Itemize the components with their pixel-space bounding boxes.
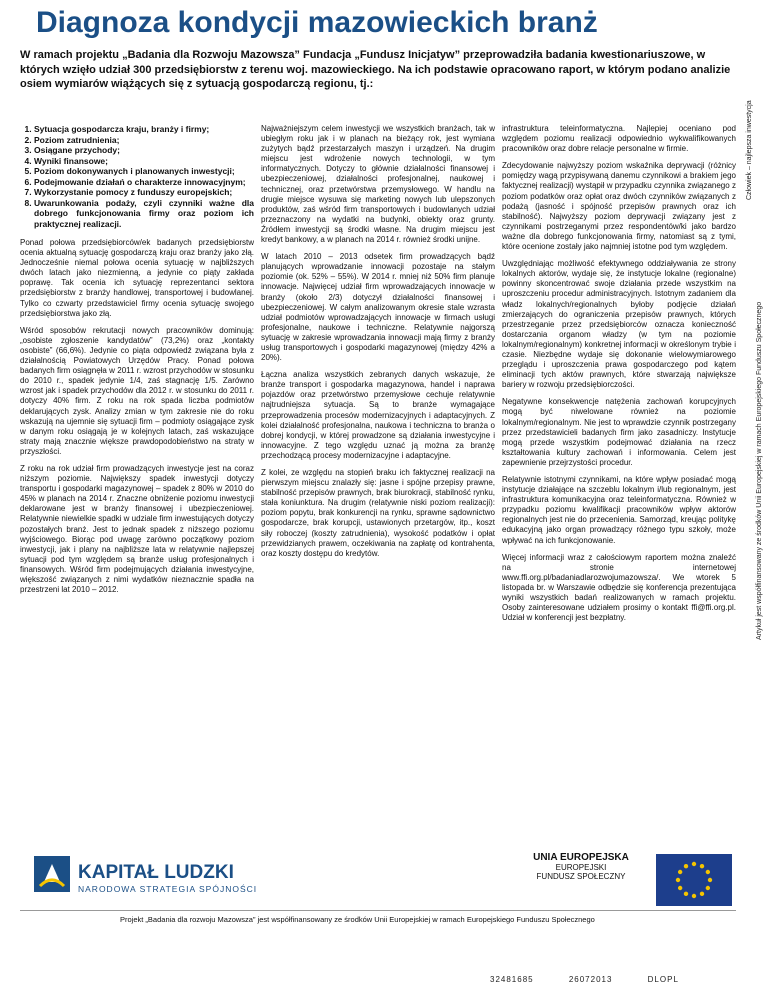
side-text-strip [743, 0, 765, 994]
list-item: 1. Sytuacja gospodarcza kraju, branży i firmy; [34, 124, 254, 135]
eu-star-icon [678, 870, 682, 874]
list-item: 6. Podejmowanie działań o charakterze innowacyjnym; [34, 177, 254, 188]
dimensions-list [20, 124, 254, 229]
eu-star-icon [678, 886, 682, 890]
paragraph: infrastruktura teleinformatyczna. Najlepiej oceniano pod względem poziomu realizacji odpowiednio wykwalifikowanych pracowników oraz dobre relacje personalne w firmie. [502, 124, 736, 154]
paragraph: Wśród sposobów rekrutacji nowych pracowników dominują: „osobiste zgłoszenie kandydatów” (73,2%) oraz „kontakty osobiste” (66,6%). Jedynie co piąta odpowiedź związana była z działalnością Powiatowych Urzędów Pracy. Ponad połowa badanych firm osiągnęła w 2011 r. wzrost przychodów w stosunku do 2010 r., spadek jedynie 1/4, zaś stagnację 1/5. Zarówno wzrost jak i spadek przychodów dla 2012 r. w stosunku do 2011 r. dotyczy 40% firm. Z roku na rok spada liczba podmiotów deklarujących zysk. Analizy zmian w tym zakresie nie do roku wskazują na ujemnie się sytuacji firm – podmioty osiągające zysk w danym roku osiągają je w kolejnych latach, zaś wskazujące straty mają znacznie większe prawdopodobieństwo na straty w przyszłości. [20, 325, 254, 456]
footer-note: Projekt „Badania dla rozwoju Mazowsza” jest współfinansowany ze środków Unii Europejskiej w ramach Europejskiego Funduszu Społecznego [120, 915, 595, 924]
list-item: 8. Uwarunkowania podaży, czyli czynniki ważne dla dobrego funkcjonowania firmy oraz poziom ich praktycznej realizacji. [34, 198, 254, 230]
code: 32481685 [490, 975, 534, 984]
side-funding-note: Artykuł jest współfinansowany ze środków Unii Europejskiej w ramach Europejskiego Funduszu Społecznego [756, 301, 763, 640]
intro-text: W ramach projektu „Badania dla Rozwoju Mazowsza” Fundacja „Fundusz Inicjatyw” przeprowadziła badania kwestionariuszowe, w których wzięło udział 300 przedsiębiorstw z terenu woj. mazowieckiego. Na ich podstawie opracowano raport, w którym podano analizie osiem wymiarów wiążących się z sytuacją gospodarczą regionu, tj.: [20, 49, 731, 90]
page-title: Diagnoza kondycji mazowieckich branż [36, 6, 598, 39]
paragraph: Z kolei, ze względu na stopień braku ich faktycznej realizacji na pierwszym miejscu znalazły się: jasne i spójne przepisy prawne, stabilność przepisów prawnych, brak biurokracji, stabilność rynku, stała koniunktura. Na drugim (relatywnie niski poziom realizacji): poziom popytu, brak konkurencji na rynku, sprawne sądownictwo gospodarcze, brak korupcji, ustawionych przetargów, itp., koszt siły roboczej (koszty zatrudnienia), wysokość podatków i opłat przewidzianych prawem, oczekiwania na zapłatę od kontrahenta, oraz koszty dostępu do kredytów. [261, 468, 495, 558]
eu-star-icon [684, 892, 688, 896]
paragraph: Uwzględniając możliwość efektywnego oddziaływania ze strony lokalnych aktorów, wydaje się, że instytucje lokalne (regionalne) powinny skoncentrować swoje działania przede wszystkim na uproszczeniu procedur administracyjnych. Istotnym zadaniem dla władz lokalnych/regionalnych byłoby podjęcie działań zmierzających do ograniczenia przepisów prawnych, których przestrzeganie przez przedsiębiorców oznacza konieczność dostarczania organom władzy (w tym na poziomie lokalnym/regionalnym) konkretnej informacji w określonym trybie i czasie. Niezbędne wydaje się dokonanie wielowymiarowego przeglądu i uproszczenia prawa gospodarczego pod kątem eliminacji tych aktów prawnych, które stwarzają największe bariery w rozwoju przedsiębiorczości. [502, 259, 736, 390]
paragraph: Łączna analiza wszystkich zebranych danych wskazuje, że branże transport i gospodarka magazynowa, handel i naprawa pojazdów oraz przetwórstwo przemysłowe cechuje relatywnie najtrudniejsza sytuacja. Są to branże wymagające przeprowadzenia procesów modernizacyjnych i adaptacyjnych. Z kolei działalność profesjonalna, naukowa i techniczna to branża o dobrej kondycji, w której prowadzone są działania inwestycyjne i innowacyjne. Z tego względu uznać ją można za branżę przechodzącą procesy modernizacyjne i adaptacyjne. [261, 370, 495, 460]
eu-line-1: UNIA EUROPEJSKA [533, 852, 629, 863]
eu-line-2: EUROPEJSKI [555, 863, 607, 872]
paragraph: W latach 2010 – 2013 odsetek firm prowadzących bądź planujących wprowadzanie innowacji pozostaje na stałym poziomie (ok. 52% – 55%). W 2014 r. mniej niż 50% firm planuje innowacje. Najwięcej udział firm wprowadzających innowacje w branży (około 2/3) dotyczył działalności finansowej i ubezpieczeniowej. W całym analizowanym okresie stale wzrasta udział podmiotów wprowadzających innowacje w firmach usługi profesjonalne, naukowe i techniczne. Relatywnie najgorszą sytuację w zakresie wprowadzania innowacji mają firmy z branży usług transportowych i gospodarki magazynowej (między 42% a 20%). [261, 252, 495, 363]
code: DLOPL [647, 975, 679, 984]
eu-star-icon [708, 878, 712, 882]
kapital-ludzki-logo [34, 852, 294, 902]
eu-star-icon [706, 870, 710, 874]
column-1 [20, 124, 254, 844]
eu-star-icon [676, 878, 680, 882]
column-3 [502, 124, 736, 844]
column-2 [261, 124, 495, 844]
list-item: 5. Poziom dokonywanych i planowanych inwestycji; [34, 166, 254, 177]
list-item: 7. Wykorzystanie pomocy z funduszy europejskich; [34, 187, 254, 198]
eu-text [516, 852, 646, 881]
kl-sub: NARODOWA STRATEGIA SPÓJNOŚCI [78, 884, 258, 894]
eu-star-icon [700, 892, 704, 896]
eu-line-3: FUNDUSZ SPOŁECZNY [536, 872, 626, 881]
list-item: 3. Osiągane przychody; [34, 145, 254, 156]
list-item: 4. Wyniki finansowe; [34, 156, 254, 167]
eu-flag-icon [656, 854, 732, 906]
eu-logo [516, 852, 736, 908]
eu-star-icon [684, 864, 688, 868]
footer-divider [20, 910, 736, 911]
article-columns [20, 124, 736, 844]
paragraph: Ponad połowa przedsiębiorców/ek badanych przedsiębiorstw ocenia aktualną sytuację gospodarczą kraju oraz branży jako złą. Jednocześnie niemal połowa ocenia sytuację w najbliższych dwóch latach jako niezmienną, a jedynie co piąty zakłada poprawę. Tak ocenia ich sytuację reprezentanci sektora przedsiębiorstw z branży handlowej, transportowej i budowlanej. Tylko co czwarty przedstawiciel firmy ocenia sytuację swojego przedsiębiorstwa jako złą. [20, 238, 254, 318]
kl-name: KAPITAŁ LUDZKI [78, 862, 234, 883]
code: 26072013 [568, 975, 613, 984]
paragraph: Z roku na rok udział firm prowadzących inwestycje jest na coraz niższym poziomie. Największy spadek inwestycji dotyczy transportu i gospodarki magazynowej – spadek z 80% w 2010 do 45% w planach na 2014 r. Znaczne obniżenie poziomu inwestycji deklarowane jest w branży finansowej i ubezpieczeniowej. Relatywnie niewielkie spadki w udziale firm inwestujących dotyczy pozostałych branż. Jest to jednak spadek z niższego poziomu wyjściowego. Biorąc pod uwagę zarówno początkowy poziom inwestycji, jak i plany na najbliższe lata w relatywnie najlepszej sytuacji pod tym względem są branże usług profesjonalnych i finansowych. Wśród firm podejmujących działania inwestycyjne, większość związanych z nimi wydatków nieznacznie spadła na przestrzeni lat 2010 – 2012. [20, 463, 254, 595]
eu-star-icon [692, 862, 696, 866]
eu-star-icon [706, 886, 710, 890]
list-item: 2. Poziom zatrudnienia; [34, 135, 254, 146]
paragraph: Negatywne konsekwencje natężenia zachowań korupcyjnych mogą być niwelowane również na poziomie lokalnym/regionalnym. Nie jest to wprawdzie czynnik postrzegany przez przedstawicieli badanych firm jako zasadniczy. Instytucje mogą przede wszystkim podejmować działania na rzecz kształtowania kultury zachowań i informowania. Celem jest zapewnienie przejrzystości procedur. [502, 397, 736, 467]
eu-star-icon [700, 864, 704, 868]
eu-star-icon [692, 894, 696, 898]
paragraph: Więcej informacji wraz z całościowym raportem można znaleźć na stronie internetowej www.ffi.org.pl/badaniadlarozwojumazowsza/. We wtorek 5 listopada br. w Warszawie odbędzie się konferencja prezentująca wyniki wszystkich badań realizowanych w ramach projektu. Osoby zainteresowane udziałem prosimy o kontakt ffi@ffi.org.pl. Udział w konferencji jest bezpłatny. [502, 552, 736, 623]
side-slogan: Człowiek – najlepsza inwestycja [746, 100, 753, 200]
print-codes [490, 975, 711, 984]
paragraph: Najważniejszym celem inwestycji we wszystkich branżach, tak w ubiegłym roku jak i w planach na bieżący rok, jest wymiana zużytych bądź przestarzałych maszyn i urządzeń. Na drugim miejscu jest wdrożenie nowych technologii, w tym informatycznych. Dotyczy to głównie działalności finansowej i ubezpieczeniowej, działalności profesjonalnej, naukowej i technicznej, oraz przetwórstwa przemysłowego. W handlu na drugie miejsce wysuwa się marketing nowych lub ulepszonych produktów, zaś wśród firm transportowych i budowlanych udział przeznaczony na wydatki na budynki, obiekty oraz grunty. Źródłem inwestycji są środki własne. Na drugim miejscu jest kredyt bankowy, a w planach na 2014 r. również środki unijne. [261, 124, 495, 245]
paragraph: Zdecydowanie najwyższy poziom wskaźnika deprywacji (różnicy pomiędzy wagą przypisywaną danemu czynnikowi a brakiem jego faktycznej realizacji) wystąpił w przypadku czynnika związanego z poziom podatków oraz opłat oraz dwóch czynników związanych z podażą (jasność i spójność przepisów prawnych oraz ich stabilność). Najwyższy poziom deprywacji związany jest z czynnikami postrzeganymi przez respondentów/ki jako bardzo ważne dla dobrego funkcjonowania firmy, natomiast są z tymi, które ocenione zostały jako najmniej istotne pod tym względem. [502, 161, 736, 252]
paragraph: Relatywnie istotnymi czynnikami, na które wpływ posiadać mogą instytucje działające na szczeblu lokalnym i/lub regionalnym, jest infrastruktura komunikacyjna oraz teleinformatyczna. Również w przypadku poziomu kwalifikacji pracowników wpływ aktorów regionalnych jest nie do przecenienia. Samorząd, kreując politykę edukacyjną jako organ prowadzący różnego typu szkoły, może wpływać na ich funkcjonowanie. [502, 475, 736, 545]
